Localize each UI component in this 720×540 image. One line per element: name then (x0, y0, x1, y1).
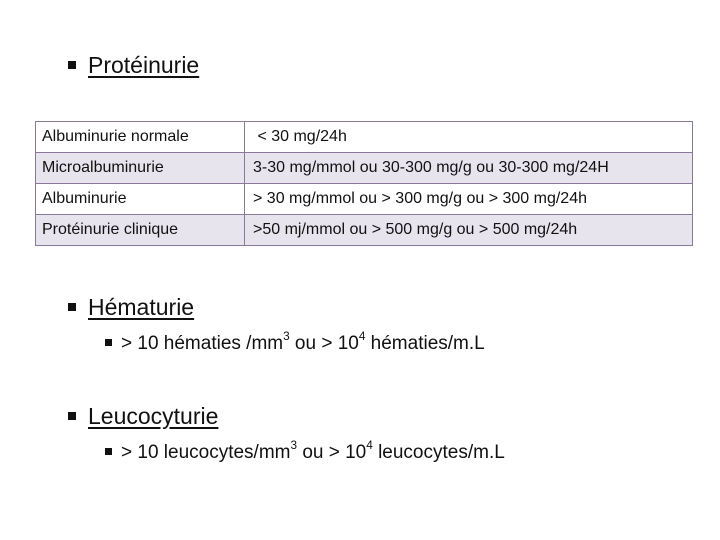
square-bullet-icon (105, 448, 112, 455)
table-cell-value: 3-30 mg/mmol ou 30-300 mg/g ou 30-300 mg/24H (245, 153, 693, 184)
proteinuria-table (35, 121, 693, 246)
bullet-leucocyturie (68, 403, 218, 430)
bullet-leucocyturie-detail (105, 438, 505, 464)
table-cell-value: < 30 mg/24h (245, 122, 693, 153)
table-row (36, 153, 693, 184)
hematurie-detail-text: > 10 hématies $/mm^3$ ou > $10^4$ hématies/m.L (121, 329, 485, 354)
square-bullet-icon (105, 339, 112, 346)
table-row (36, 215, 693, 246)
table-row (36, 184, 693, 215)
table-cell-value: > 30 mg/mmol ou > 300 mg/g ou > 300 mg/24h (245, 184, 693, 215)
table-cell-value: >50 mj/mmol ou > 500 mg/g ou > 500 mg/24h (245, 215, 693, 246)
bullet-hematurie-detail (105, 329, 485, 355)
section-title-hematurie: Hématurie (88, 294, 195, 320)
square-bullet-icon (68, 412, 76, 420)
bullet-hematurie (68, 294, 194, 321)
table-cell-label: Microalbuminurie (36, 153, 245, 184)
section-title-proteinurie: Protéinurie (88, 52, 200, 78)
table-row (36, 122, 693, 153)
bullet-proteinurie (68, 52, 199, 79)
leucocyturie-detail-text: > 10 leucocytes/$mm^3$ ou > $10^4$ leucocytes/m.L (121, 438, 505, 463)
table-cell-label: Albuminurie (36, 184, 245, 215)
section-title-leucocyturie: Leucocyturie (88, 403, 219, 429)
square-bullet-icon (68, 303, 76, 311)
table-cell-label: Albuminurie normale (36, 122, 245, 153)
square-bullet-icon (68, 61, 76, 69)
table-cell-label: Protéinurie clinique (36, 215, 245, 246)
